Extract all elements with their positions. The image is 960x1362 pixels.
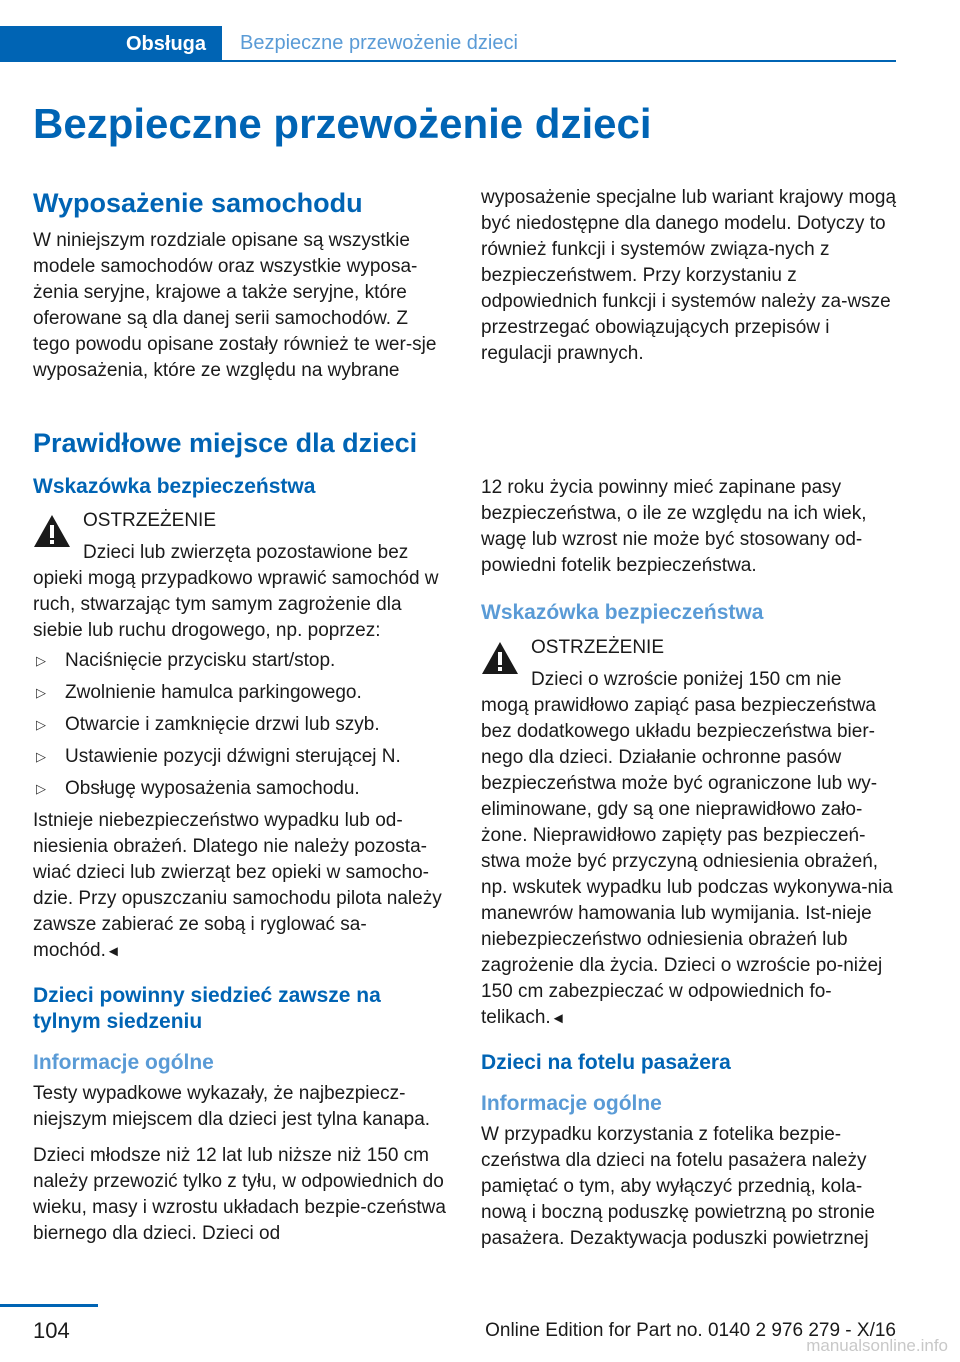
page-title: Bezpieczne przewożenie dzieci [33,100,652,147]
list-item [33,776,449,802]
warning-label: OSTRZEŻENIE [83,510,217,531]
warning-label: OSTRZEŻENIE [531,637,665,658]
list-item [33,648,449,674]
triangle-right-icon: ▷ [36,781,46,796]
paragraph: W przypadku korzystania z fotelika bezpie-czeństwa dla dzieci na fotelu pasażera należy pamiętać o tym, aby wyłączyć przednią, kola-nową i boczną poduszkę powietrzną po stronie pasażera. Dezaktywacja poduszki powietrznej [481,1124,875,1249]
edition-info: Online Edition for Part no. 0140 2 976 279 - X/16 [485,1320,896,1341]
warning-block [33,508,449,965]
header-tab-bar [0,26,896,62]
paragraph: Testy wypadkowe wykazały, że najbezpiecz-niejszym miejscem dla dzieci jest tylna kanapa. [33,1083,431,1130]
list-item-label: Obsługę wyposażenia samochodu. [65,778,360,799]
list-item-label: Naciśnięcie przycisku start/stop. [65,650,336,671]
page-number: 104 [33,1318,70,1343]
triangle-right-icon: ▷ [36,717,46,732]
triangle-right-icon: ▷ [36,685,46,700]
list-item [33,712,449,738]
list-item-label: Ustawienie pozycji dźwigni sterującej N. [65,746,401,767]
header-divider [222,60,896,62]
warning-first-line: Dzieci lub zwierzęta pozostawione bez [83,542,409,563]
end-mark-icon: ◄ [550,1010,566,1027]
general-info-heading: Informacje ogólne [33,1051,214,1074]
list-item-label: Otwarcie i zamknięcie drzwi lub szyb. [65,714,380,735]
warning-conclusion [33,808,449,965]
paragraph: Dzieci młodsze niż 12 lat lub niższe niż 150 cm należy przewozić tylko z tyłu, w odpowiednich do wieku, masy i wzrostu układach bezpie-czeństwa biernego dla dzieci. Dzieci od [33,1145,446,1244]
warning-text [481,693,897,1032]
list-item-label: Zwolnienie hamulca parkingowego. [65,682,362,703]
rear-seat-heading: Dzieci powinny siedzieć zawsze na tylnym siedzeniu [33,984,381,1033]
breadcrumb[interactable]: Bezpieczne przewożenie dzieci [240,32,518,54]
warning-text: opieki mogą przypadkowo wprawić samochód w ruch, stwarzając tym samym zagrożenie dla siebie lub ruchu drogowego, np. poprzez: [33,568,439,641]
watermark: manualsonline.info [806,1336,948,1355]
warning-text-body: mogą prawidłowo zapiąć pasa bezpieczeństwa bez dodatkowego układu bezpieczeństwa bier-nego dla dzieci. Działanie ochronne pasów bezpieczeństwa może być ograniczone lub wy-eliminowane, gdy są one nieprawidłowo zało-żone. Nieprawidłowo zapięty pas bezpieczeń-stwa może być przyczyną odniesienia obrażeń, np. wskutek wypadku lub podczas wykonywa-nia manewrów hamowania lub wymijania. Ist-nieje niebezpieczeństwo odniesienia obrażeń lub zagrożenie dla życia. Dzieci o wzroście po-niżej 150 cm zabezpieczać w odpowiednich fo-telikach. [481,695,893,1028]
warning-triangle-icon [481,641,519,675]
list-item [33,744,449,770]
section-placement-right [481,475,897,1262]
triangle-right-icon: ▷ [36,749,46,764]
passenger-seat-heading: Dzieci na fotelu pasażera [481,1051,731,1074]
end-mark-icon: ◄ [105,943,121,960]
section-equipment-left [33,186,449,394]
section-heading-placement: Prawidłowe miejsce dla dzieci [33,428,418,458]
footer-divider [0,1304,98,1307]
warning-conclusion-text: Istnieje niebezpieczeństwo wypadku lub od-niesienia obrażeń. Dlatego nie należy pozosta-wiać dzieci lub zwierząt bez opieki w samocho-dzie. Przy opuszczaniu samochodu pilota należy zawsze zabierać ze sobą i ryglować sa-mochód. [33,810,442,961]
section-placement-left [33,426,449,1257]
paragraph: wyposażenie specjalne lub wariant krajowy mogą być niedostępne dla danego modelu. Dotyczy to również funkcji i systemów związa-nych z bezpieczeństwem. Przy korzystaniu z odpowiednich funkcji i systemów należy za-wsze przestrzegać obowiązujących przepisów i regulacji prawnych. [481,187,897,364]
warning-block-2 [481,635,897,1032]
triangle-right-icon: ▷ [36,653,46,668]
tab-obsluga[interactable]: Obsługa [0,26,222,62]
warning-list [33,648,449,802]
section-heading-equipment: Wyposażenie samochodu [33,188,363,218]
general-info-heading-2: Informacje ogólne [481,1092,662,1115]
warning-first-line: Dzieci o wzroście poniżej 150 cm nie [531,669,842,690]
safety-note-heading-2: Wskazówka bezpieczeństwa [481,601,764,624]
section-equipment-right [481,185,897,377]
paragraph: 12 roku życia powinny mieć zapinane pasy bezpieczeństwa, o ile ze względu na ich wiek, wagę lub wzrost nie może być stosowany od-powiedni fotelik bezpieczeństwa. [481,477,867,576]
paragraph: W niniejszym rozdziale opisane są wszystkie modele samochodów oraz wszystkie wyposa-żenia seryjne, krajowe a także seryjne, które oferowane są dla danej serii samochodów. Z tego powodu opisane zostały również te wer-sje wyposażenia, które ze względu na wybrane [33,230,437,381]
warning-triangle-icon [33,514,71,548]
list-item [33,680,449,706]
safety-note-heading: Wskazówka bezpieczeństwa [33,475,316,498]
